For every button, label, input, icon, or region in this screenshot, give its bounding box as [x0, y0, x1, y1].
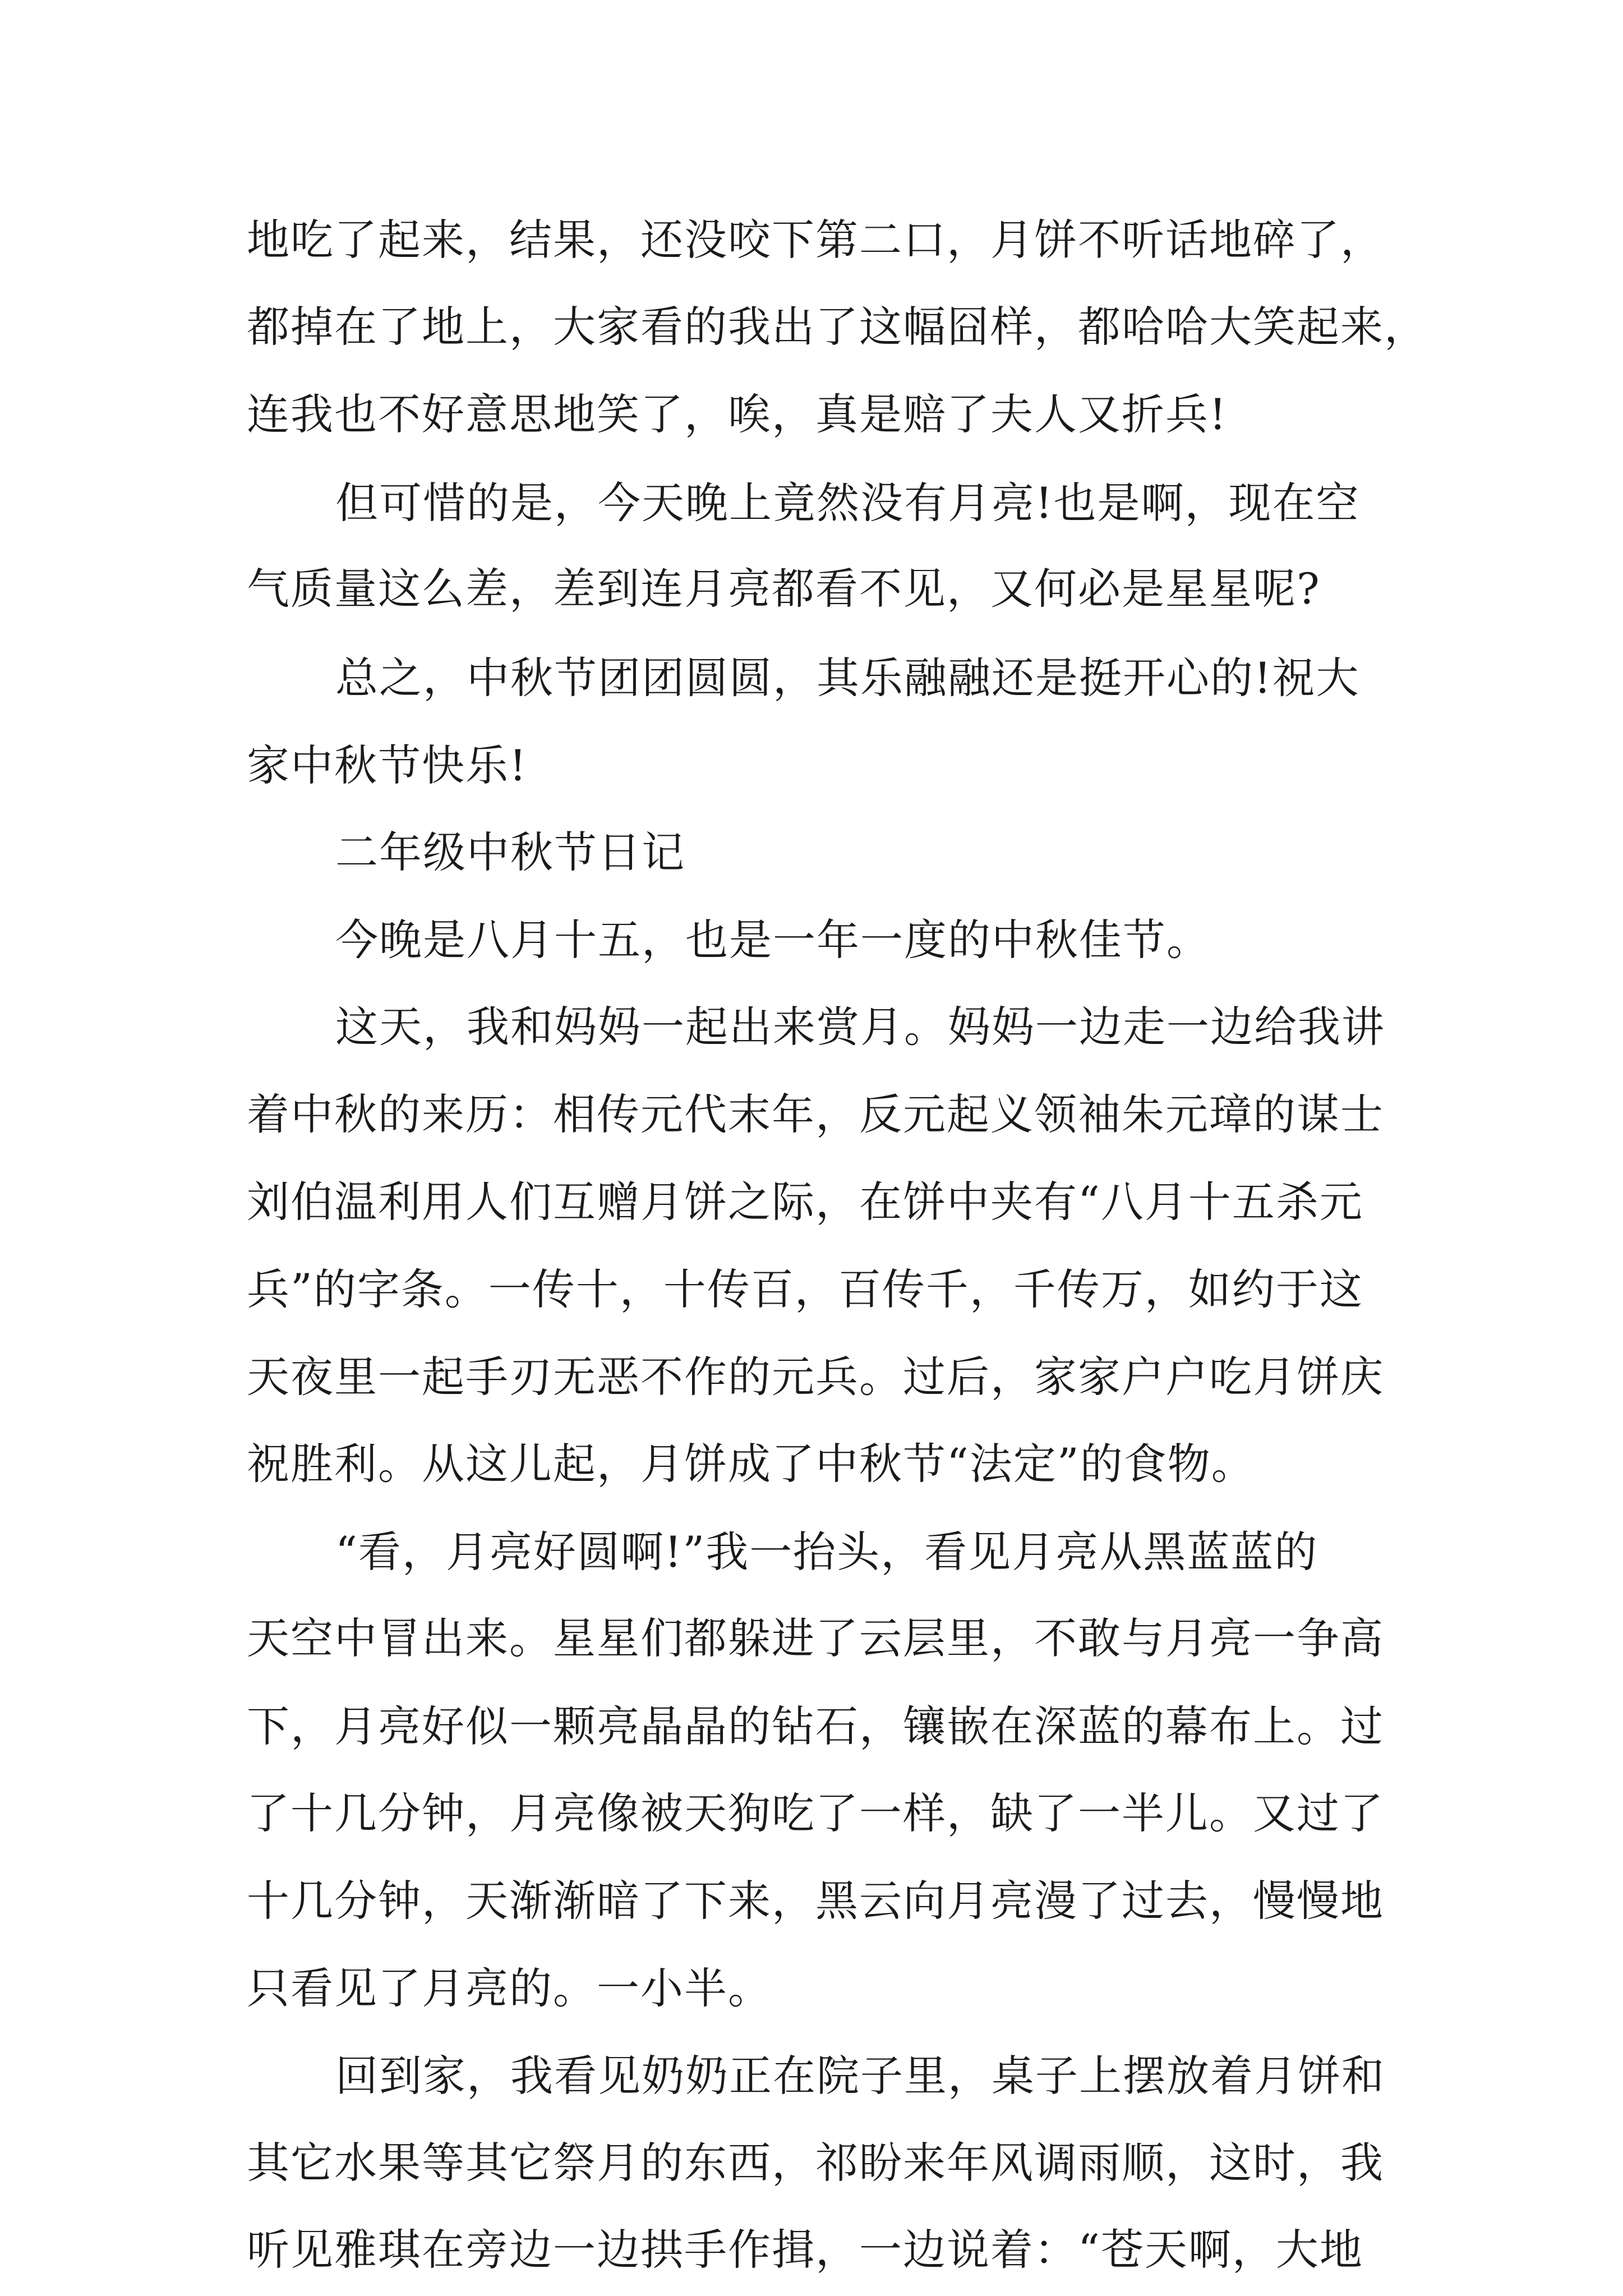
text-line: 只看见了月亮的。一小半。 — [247, 1963, 772, 2013]
text-line: 地吃了起来，结果，还没咬下第二口，月饼不听话地碎了， — [247, 215, 1384, 265]
section-heading: 二年级中秋节日记 — [335, 827, 685, 877]
text-line: 总之，中秋节团团圆圆，其乐融融还是挺开心的!祝大 — [335, 653, 1360, 703]
text-line: 天夜里一起手刃无恶不作的元兵。过后，家家户户吃月饼庆 — [247, 1352, 1384, 1402]
text-line: 听见雅琪在旁边一边拱手作揖，一边说着：“苍天啊，大地 — [247, 2225, 1363, 2275]
text-line: 家中秋节快乐! — [247, 740, 528, 790]
text-line: 气质量这么差，差到连月亮都看不见，又何必是星星呢? — [247, 564, 1321, 614]
text-line: 兵”的字条。一传十，十传百，百传千，千传万，如约于这 — [247, 1264, 1363, 1314]
text-line: 十几分钟，天渐渐暗了下来，黑云向月亮漫了过去，慢慢地 — [247, 1876, 1384, 1926]
text-line: 天空中冒出来。星星们都躲进了云层里，不敢与月亮一争高 — [247, 1613, 1384, 1663]
text-line: 其它水果等其它祭月的东西，祁盼来年风调雨顺，这时，我 — [247, 2138, 1384, 2188]
text-line: 连我也不好意思地笑了，唉，真是赔了夫人又折兵! — [247, 389, 1228, 439]
text-line: “看，月亮好圆啊!”我一抬头，看见月亮从黑蓝蓝的 — [335, 1527, 1318, 1577]
text-line: 今晚是八月十五，也是一年一度的中秋佳节。 — [335, 915, 1210, 965]
text-line: 但可惜的是，今天晚上竟然没有月亮!也是啊，现在空 — [335, 478, 1360, 528]
text-line: 祝胜利。从这儿起，月饼成了中秋节“法定”的食物。 — [247, 1439, 1255, 1489]
text-line: 了十几分钟，月亮像被天狗吃了一样，缺了一半儿。又过了 — [247, 1788, 1384, 1838]
text-line: 下，月亮好似一颗亮晶晶的钻石，镶嵌在深蓝的幕布上。过 — [247, 1701, 1384, 1751]
text-line: 着中秋的来历：相传元代末年，反元起义领袖朱元璋的谋士 — [247, 1089, 1384, 1139]
text-line: 回到家，我看见奶奶正在院子里，桌子上摆放着月饼和 — [335, 2051, 1385, 2101]
text-line: 刘伯温利用人们互赠月饼之际，在饼中夹有“八月十五杀元 — [247, 1177, 1363, 1227]
text-line: 这天，我和妈妈一起出来赏月。妈妈一边走一边给我讲 — [335, 1002, 1385, 1052]
text-line: 都掉在了地上，大家看的我出了这幅囧样，都哈哈大笑起来， — [247, 302, 1428, 352]
